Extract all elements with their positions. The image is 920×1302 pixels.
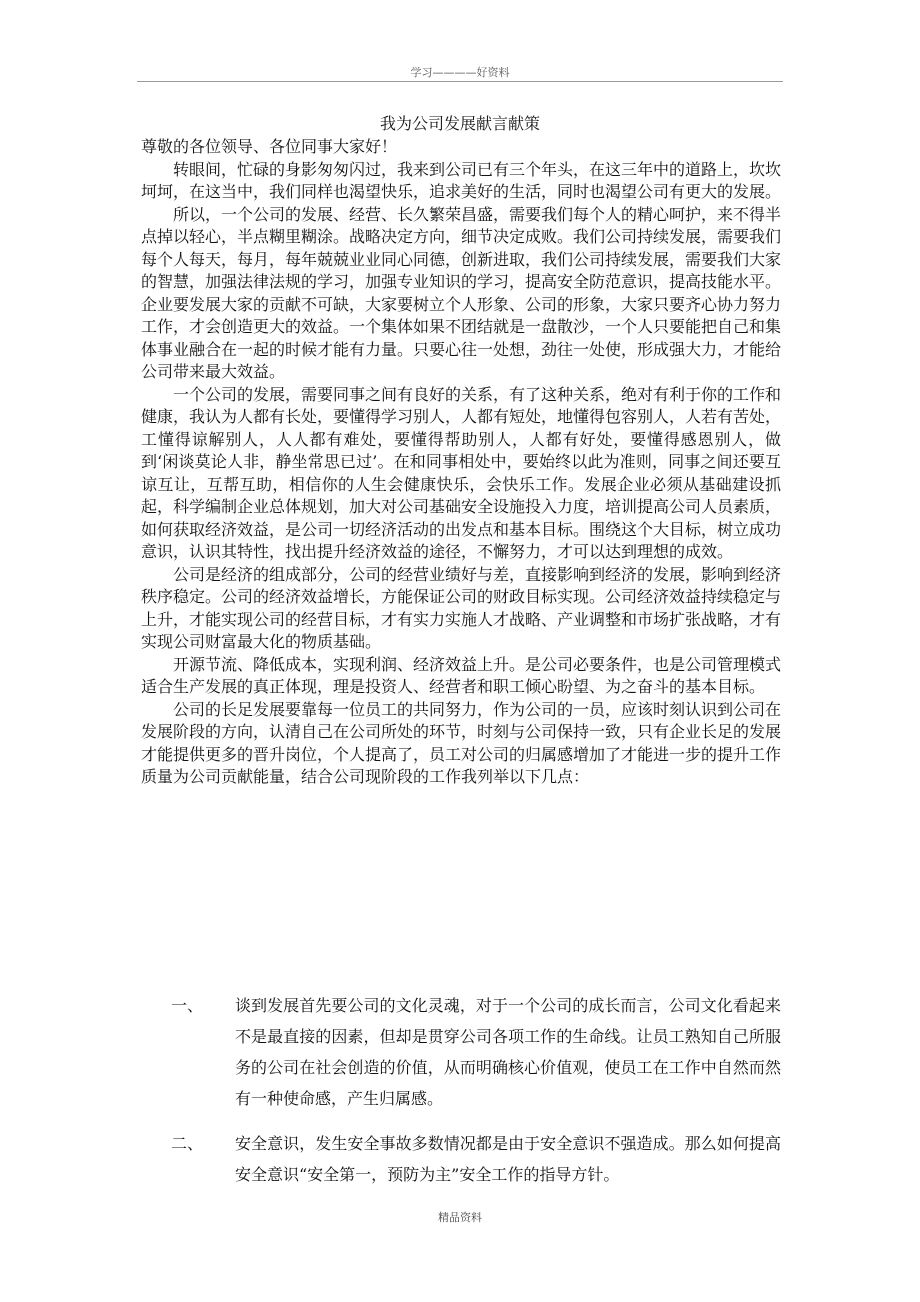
list-item-text: 谈到发展首先要公司的文化灵魂，对于一个公司的成长而言，公司文化看起来不是最直接的因素，但却是贯穿公司各项工作的生命线。让员工熟知自己所服务的公司在社会创造的价值，从而明确核心价值观，使员工在工作中自然而然有一种使命感，产生归属感。 — [235, 996, 781, 1108]
list-item-text: 安全意识，发生安全事故多数情况都是由于安全意识不强造成。那么如何提高安全意识“安全第一，预防为主”安全工作的指导方针。 — [235, 1134, 781, 1184]
paragraph: 一个公司的发展，需要同事之间有良好的关系，有了这种关系，绝对有利于你的工作和健康，我认为人都有长处，要懂得学习别人，人都有短处，地懂得包容别人，人若有苦处，工懂得谅解别人，人人都有难处，要懂得帮助别人，人都有好处，要懂得感恩别人，做到‘闲谈莫论人非，静坐常思已过’。在和同事相处中，要始终以此为准则，同事之间还要互谅互让，互帮互助，相信你的人生会健康快乐，会快乐工作。发展企业必须从基础建设抓起，科学编制企业总体规划，加大对公司基础安全设施投入力度，培训提高公司人员素质，如何获取经济效益，是公司一切经济活动的出发点和基本目标。围绕这个大目标，树立成功意识，认识其特性，找出提升经济效益的途径，不懈努力，才可以达到理想的成效。 — [141, 384, 782, 561]
list-item — [141, 1128, 781, 1190]
paragraph: 所以，一个公司的发展、经营、长久繁荣昌盛，需要我们每个人的精心呵护，来不得半点掉以轻心，半点糊里糊涂。战略决定方向，细节决定成败。我们公司持续发展，需要我们每个人每天，每月，每年兢兢业业同心同德，创新进取，我们公司持续发展，需要我们大家的智慧，加强法律法规的学习，加强专业知识的学习，提高安全防范意识，提高技能水平。企业要发展大家的贡献不可缺，大家要树立个人形象、公司的形象，大家只要齐心协力努力工作，才会创造更大的效益。一个集体如果不团结就是一盘散沙，一个人只要能把自己和集体事业融合在一起的时候才能有力量。只要心往一处想，劲往一处使，形成强大力，才能给公司带来最大效益。 — [141, 204, 782, 381]
salutation: 尊敬的各位领导、各位同事大家好！ — [141, 137, 398, 156]
page-footer: 精品资料 — [438, 1211, 482, 1224]
numbered-list — [141, 990, 781, 1204]
list-item — [141, 990, 781, 1114]
document-title: 我为公司发展献言献策 — [379, 114, 540, 133]
paragraph: 转眼间，忙碌的身影匆匆闪过，我来到公司已有三个年头，在这三年中的道路上，坎坎坷坷，在这当中，我们同样也渴望快乐，追求美好的生活，同时也渴望公司有更大的发展。 — [141, 159, 782, 201]
document-body — [141, 136, 781, 789]
paragraph: 公司是经济的组成部分，公司的经营业绩好与差，直接影响到经济的发展，影响到经济秩序稳定。公司的经济效益增长，方能保证公司的财政目标实现。公司经济效益持续稳定与上升，才能实现公司的经营目标，才有实力实施人才战略、产业调整和市场扩张战略，才有实现公司财富最大化的物质基础。 — [141, 564, 782, 651]
paragraph: 公司的长足发展要靠每一位员工的共同努力，作为公司的一员，应该时刻认识到公司在发展阶段的方向，认清自己在公司所处的环节，时刻与公司保持一致，只有企业长足的发展才能提供更多的晋升岗位，个人提高了，员工对公司的归属感增加了才能进一步的提升工作质量为公司贡献能量，结合公司现阶段的工作我列举以下几点： — [141, 699, 782, 786]
list-marker: 一、 — [171, 996, 204, 1015]
header-divider — [137, 81, 783, 82]
page-header: 学习————好资料 — [410, 66, 510, 79]
list-marker: 二、 — [171, 1134, 204, 1153]
paragraph: 开源节流、降低成本，实现利润、经济效益上升。是公司必要条件，也是公司管理模式适合生产发展的真正体现，理是投资人、经营者和职工倾心盼望、为之奋斗的基本目标。 — [141, 654, 782, 696]
